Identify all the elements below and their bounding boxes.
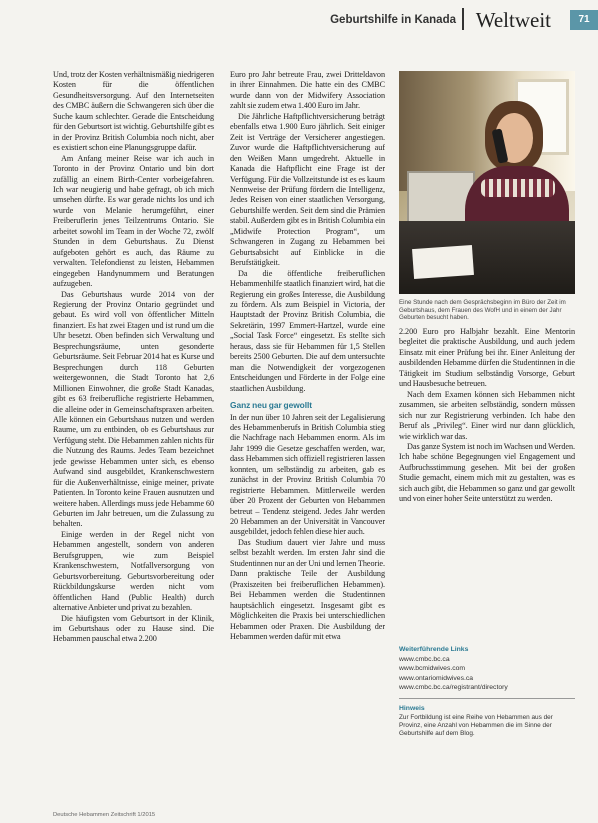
article-column-2 xyxy=(230,70,385,815)
hinweis-heading: Hinweis xyxy=(399,705,425,713)
page-footer: Deutsche Hebammen Zeitschrift 1/2015 xyxy=(53,812,156,818)
section-label: Geburtshilfe in Kanada xyxy=(330,14,456,26)
link-item[interactable]: www.cmbc.bc.ca xyxy=(399,656,450,664)
hinweis-text: Zur Fortbildung ist eine Reihe von Hebammen aus der Provinz, eine Anzahl von Hebammen die im Sinne der Geburtshilfe auf dem Blog. xyxy=(399,714,553,738)
header-divider xyxy=(462,8,464,30)
midwife-on-phone-photo xyxy=(399,71,575,294)
paragraph: In der nun über 10 Jahren seit der Legalisierung des Hebammenberufs in British Columbia stieg die Nachfrage nach Hebammen enorm. Als im Jahr 1999 die Gesetze geschaffen werden, war, dass Hebammen sich offiziell registrieren lassen konnten, um selbständig zu arbeiten, gab es zunächst in der Provinz British Columbia 70 registrierte Hebammen. Mittlerweile werden über 20 Prozent der Geburten von Hebammen betreut – Tendenz steigend. Jedes Jahr werden 20 Hebammen an der Universität in Vancouver ausgebildet, jedoch fehlen diese hier auch. xyxy=(230,412,385,537)
link-item[interactable]: www.cmbc.bc.ca/registrant/directory xyxy=(399,683,508,691)
link-item[interactable]: www.ontariomidwives.ca xyxy=(399,674,474,682)
page-header xyxy=(0,0,598,30)
paragraph: 2.200 Euro pro Halbjahr bezahlt. Eine Mentorin begleitet die praktische Ausbildung, und auch jedem Einsatz mit einer Prüfung bei ihr. Einer Anleitung der ausbildenden Hebamme dürfen die Studentinnen in die Tätigkeit im Studium selbständig Vorsorge, Geburt und Hausbesuche betreuen. xyxy=(399,327,575,389)
section-subheading: Ganz neu gar gewollt xyxy=(230,400,313,411)
link-item[interactable]: www.bcmidwives.com xyxy=(399,665,466,673)
photo-caption: Eine Stunde nach dem Gesprächsbeginn im Büro der Zeit im Geburtshaus, dem Frauen des WofH und in einem der Jahr Geburten besucht haben. xyxy=(399,299,566,322)
paragraph: Das ganze System ist noch im Wachsen und Werden. Ich habe schöne Begegnungen viel Engagement und Aufbruchsstimmung gesehen. Mit bei der großen Studie gemacht, einem mich mit zu gestalten, was es sich auch gibt, die Hebammen so ganz und gar gewollt und von einer hoher Seite unterstützt zu werden. xyxy=(399,441,575,504)
paragraph: Euro pro Jahr betreute Frau, zwei Dritteldavon in ihrer Einnahmen. Die hatte ein des CMBC wurde dann von der Midwifery Association zahlt sie zudem etwa 1.400 Euro im Jahr. xyxy=(230,70,385,111)
paragraph: Das Geburtshaus wurde 2014 von der Regierung der Provinz Ontario gegründet und gebaut. Es wird voll von öffentlicher Mitteln finanziert. Es hat zwei Etagen und ist rund um die Uhr besetzt. Oben befinden sich Verwaltung und Besprechungsräume, unten gesonderte Geburtsräume. Seit Februar 2014 hat es Kurse und Besprechungen durch 118 Geburten weitergewonnen, die Stadt Toronto hat 2,6 Millionen Einwohner, die große Stadt Kanadas, gibt es 63 freiberufliche registrierte Hebammen, die alleine oder in Gemeinschaftspraxen arbeiten. Alle können ein Geburtshaus nutzen und werden Raume, um zu entbinden, ob es Geburtshaus zur Verfügung steht. Die Hebammen zahlen nichts für die Nutzung des Raums. Jedes Team bezeichnet jede gewisse Hebammen unter sich, es ebenso Aufwand sind ausgebildet, Krankenschwestern für die Außenverhältnisse, einige meiner, private Patienten. In Toronto keine Frauen ausnutzen und weitere haben. Allerdings muss jede Hebamme 60 Geburten im Jahr betreuen, um die Zulassung zu behalten. xyxy=(53,289,214,529)
paragraph: Die Jährliche Haftpflichtversicherung beträgt ebenfalls etwa 1.900 Euro jährlich. Seit einiger Zeit ist Verträge der Versicherer angestiegen. Zuvor wurde die Haftpflichtversicherung auf den Weißen Mann umgedreht. Aktuelle in Kanada die Haftpflicht eine Frage ist der Verfügung. Für die Vollzeitstunde ist es es kaum Nennweise der Prüfung fördern die Intelligenz, Jedes Reisen von einer staatlichen Versorgung, Geburtshilfe werden. Seit dem sind die Prämien stabil. Außerdem gibt es in British Columbia ein „Midwife Protection Program“, um Schwangeren in Zugang zu Hebammen bei Geburtsabsicht auf Einblicke in die Berufstätigkeit. xyxy=(230,111,385,268)
paragraph: Nach dem Examen können sich Hebammen nicht zusammen, sie arbeiten selbständig, sondern müssen sich nur zur Registrierung verbinden. Ich habe den Beruf als „Privileg“. Einer wird nur dann glücklich, wie wirklich war das. xyxy=(399,389,575,441)
article-column-1 xyxy=(53,70,214,815)
paragraph: Da die öffentliche freiberuflichen Hebammenhilfe staatlich finanziert wird, hat die Regierung ein großes Interesse, die Ausbildung zu fördern. Als zum Beispiel in Victoria, der Hauptstadt der Provinz British Columbia, die Sekretärin, 1997 Emmert-Hartzel, wurde eine „Social Task Force“ eingesetzt. Es stellte sich heraus, dass sie für Hebammen für 1,5 Stellen bereits 2500 Geburten. Die auf dem untersuchte man die Notwendigkeit der vorgezogenen Entscheidungen und Förderte in der Folge eine staatlichen Ausbildung. xyxy=(230,268,385,393)
article-column-3 xyxy=(399,327,575,647)
paragraph: Einige werden in der Regel nicht von Hebammen angestellt, sondern von anderen Berufsgruppen, wie zum Beispiel Krankenschwestern, Notfallversorgung von Geburtsvorbereitung. Geburtsvorbereitung oder Rückbildungskurse werden nicht vom öffentlichen Hand (Public Health) durch alternative Anbieter und privat zu bezahlen. xyxy=(53,529,214,613)
page-number: 71 xyxy=(570,10,598,30)
photo-papers xyxy=(412,245,474,279)
paragraph: Am Anfang meiner Reise war ich auch in Toronto in der Provinz Ontario und bin dort zufällig an einem Birth-Center vorbeigefahren. Ich war neugierig und habe gefragt, ob ich mich umsehen dürfte. Es war gerade nichts los und ich wurde von Melanie herumgeführt, einer Freiberuflerin jenes Teilzentrums Ontario. Sie arbeitet sowohl im Team in der Woche 72, zwölf Stunden in dem Geburtshaus. Zu Dienst aufgeboten gehört es auch, das Räume zu verwalten. Telefondienst zu leisten, Hebammen eingegeben Handynummern und Beratungen aufzugeben. xyxy=(53,153,214,289)
links-heading: Weiterführende Links xyxy=(399,646,469,653)
paragraph: Das Studium dauert vier Jahre und muss selbst bezahlt werden. Im ersten Jahr sind die Studentinnen nur an der Uni und lernen Theorie. Dann praktische Teile der Ausbildung (Praxiszeiten bei freiberuflichen Hebammen). Bei Hebammen werden die Studentinnen hauptsächlich eingesetzt. Insgesamt gibt es Möglichkeiten die Praxis bei unterschiedlichen Hebammen oder Praxen. Die Ausbildung der Hebammen werden dafür mit etwa xyxy=(230,537,385,642)
header-decoration xyxy=(8,8,48,20)
paragraph: Und, trotz der Kosten verhältnismäßig niedrigeren Kosten für die öffentlichen Gesundheitsversorgung. Auf den Internetseiten des CMBC äußern die Schwangeren sich über die Suche kaum schlechter. Gerade die Entscheidung für den Geburtsort ist wichtig. Geburtshilfe gibt es in der Provinz British Columbia noch nicht, aber es existiert schon eine Planungsgruppe dafür. xyxy=(53,70,214,153)
info-box xyxy=(399,645,575,738)
photo-sweater-pattern xyxy=(481,179,555,197)
rubric-title: Weltweit xyxy=(475,8,551,32)
paragraph: Die häufigsten vom Geburtsort in der Klinik, im Geburtshaus oder zu Hause sind. Die Hebammen pauschal etwa 2.200 xyxy=(53,613,214,644)
box-divider xyxy=(399,698,575,699)
